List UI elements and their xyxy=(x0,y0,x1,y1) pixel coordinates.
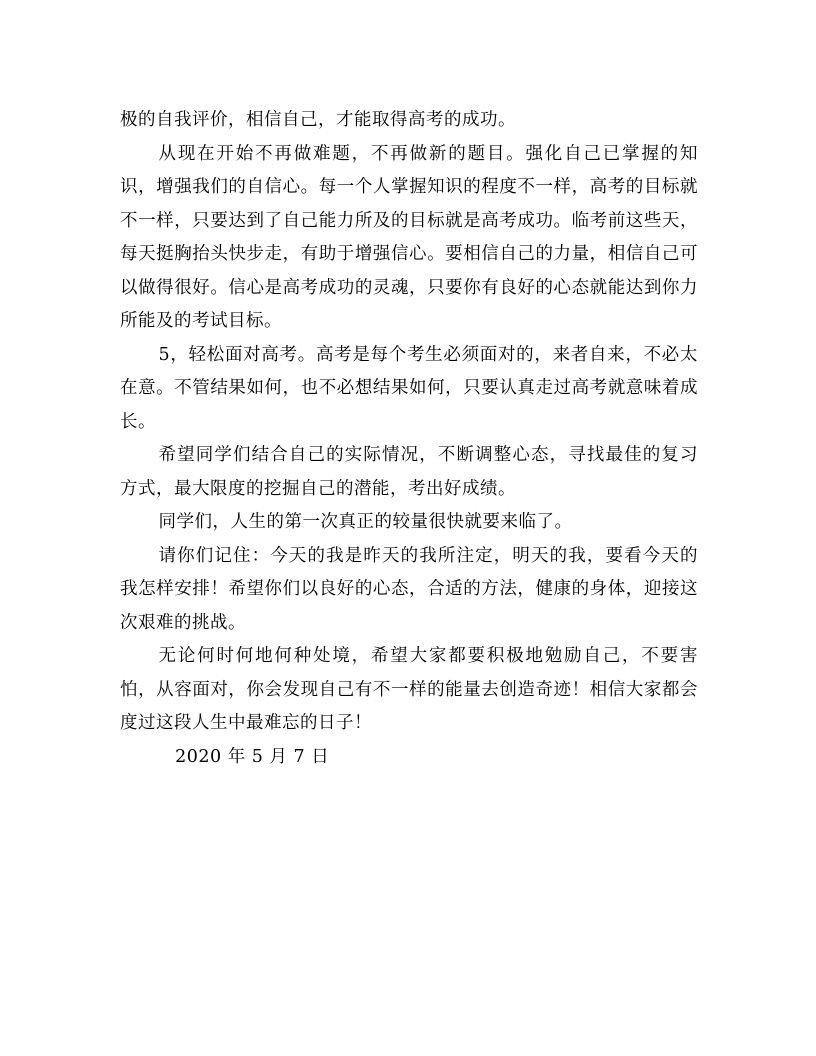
paragraph-3: 5，轻松面对高考。高考是每个考生必须面对的，来者自来，不必太在意。不管结果如何，也不必想结果如何，只要认真走过高考就意味着成长。 xyxy=(120,344,698,432)
paragraph-4: 希望同学们结合自己的实际情况，不断调整心态，寻找最佳的复习方式，最大限度的挖掘自己的潜能，考出好成绩。 xyxy=(120,445,698,499)
paragraph-5: 同学们，人生的第一次真正的较量很快就要来临了。 xyxy=(158,512,573,532)
document-body xyxy=(120,104,698,774)
paragraph-2: 从现在开始不再做难题，不再做新的题目。强化自己已掌握的知识，增强我们的自信心。每一个人掌握知识的程度不一样，高考的目标就不一样，只要达到了自己能力所及的目标就是高考成功。临考前这些天，每天挺胸抬头快步走，有助于增强信心。要相信自己的力量，相信自己可以做得很好。信心是高考成功的灵魂，只要你有良好的心态就能达到你力所能及的考试目标。 xyxy=(120,143,698,331)
paragraph-7: 无论何时何地何种处境，希望大家都要积极地勉励自己，不要害怕，从容面对，你会发现自己有不一样的能量去创造奇迹！相信大家都会度过这段人生中最难忘的日子！ xyxy=(120,646,698,733)
paragraph-1: 极的自我评价，相信自己，才能取得高考的成功。 xyxy=(120,110,516,130)
paragraph-6: 请你们记住：今天的我是昨天的我所注定，明天的我，要看今天的我怎样安排！希望你们以良好的心态，合适的方法，健康的身体，迎接这次艰难的挑战。 xyxy=(120,545,698,633)
document-date: 2020 年 5 月 7 日 xyxy=(175,746,330,767)
